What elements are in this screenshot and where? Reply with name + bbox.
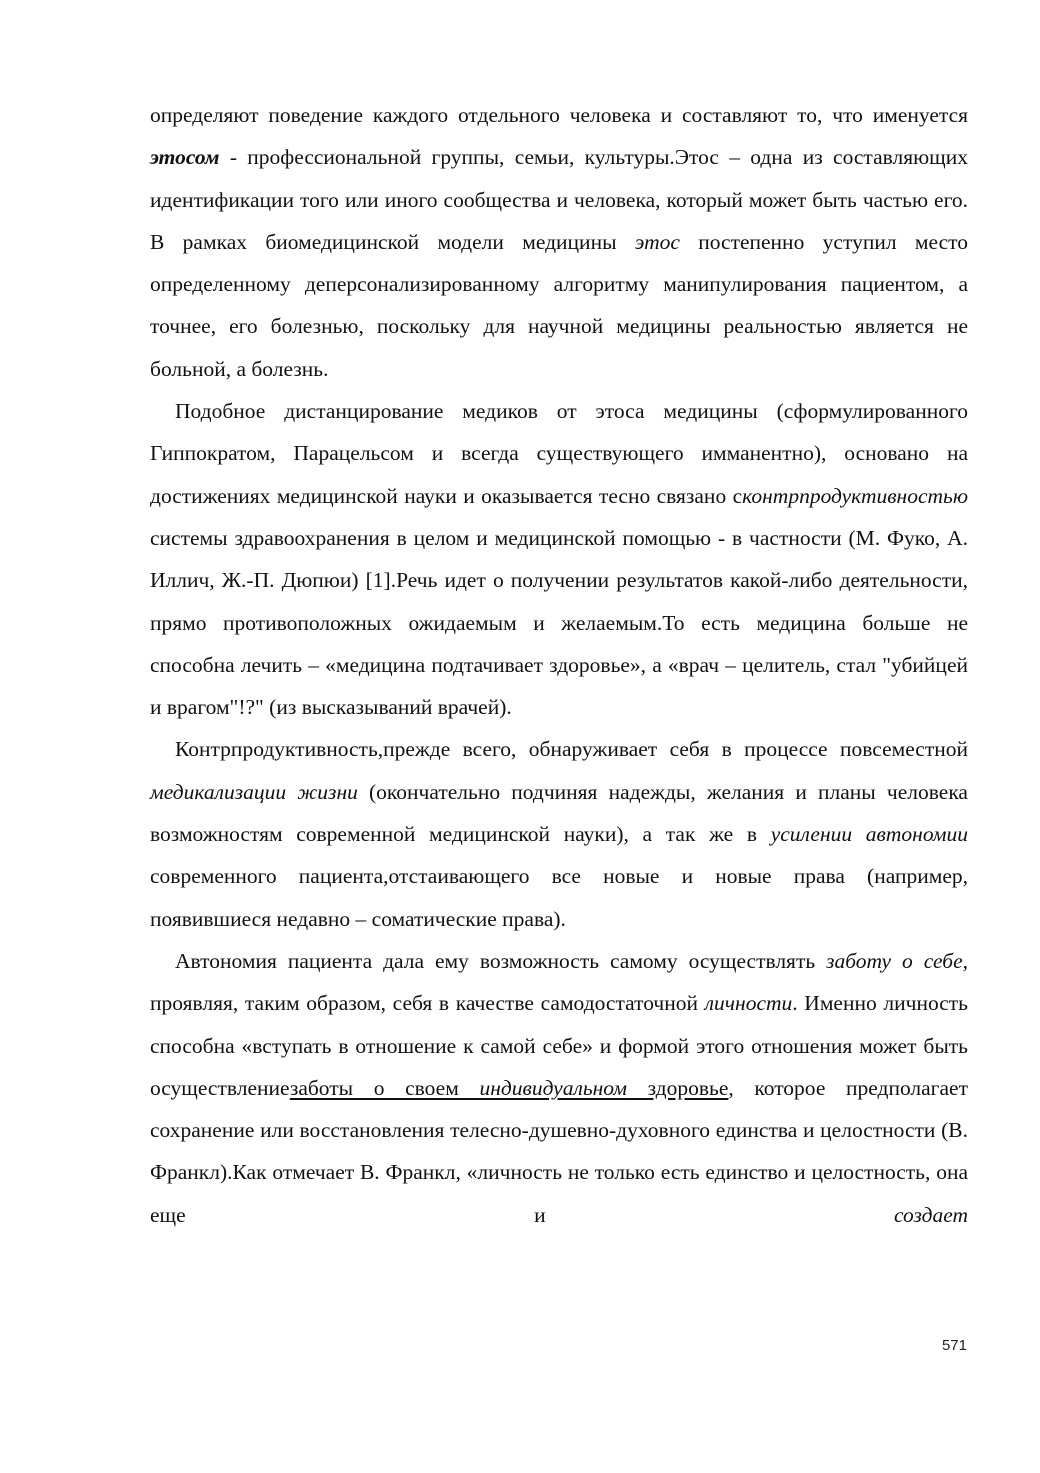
- emphasis-italic: заботу о себе: [826, 948, 963, 973]
- emphasis-italic: этос: [634, 229, 680, 254]
- text-run: Контрпродуктивность,прежде всего, обнаруживает себя в процессе повсеместной: [175, 737, 968, 762]
- text-run: Подобное дистанцирование медиков от этоса медицины (сформулированного Гиппократом, Парацельсом и всегда существующего имманентно), основано на достижениях медицинской науки и оказывается тесно связано с: [150, 399, 968, 508]
- text-run: , проявляя, таким образом, себя в качестве самодостаточной: [150, 948, 969, 1016]
- emphasis-italic: личности: [704, 991, 793, 1016]
- text-run: (окончательно подчиняя надежды, желания и планы человека возможностям современной медицинской науки), а так же в: [150, 779, 968, 847]
- page-number: 571: [941, 1337, 967, 1354]
- text-run: постепенно уступил место определенному деперсонализированному алгоритму манипулирования пациентом, а точнее, его болезнью, поскольку для научной медицины реальностью является не больной, а болезнь.: [150, 229, 968, 381]
- paragraph-3: [150, 728, 968, 939]
- text-run: . Именно личность способна «вступать в отношение к самой себе» и формой этого отношения может быть осуществление: [150, 991, 968, 1100]
- emphasis-italic: создает: [894, 1202, 968, 1227]
- paragraph-2: [150, 390, 968, 728]
- text-run: , которое предполагает сохранение или восстановления телесно-душевно-духовного единства и целостности (В. Франкл).Как отмечает В. Франкл, «личность не только есть единство и целостность, она еще и: [150, 1075, 968, 1227]
- text-run: Автономия пациента дала ему возможность самому осуществлять: [175, 948, 827, 973]
- emphasis-italic: медикализации жизни: [150, 779, 358, 804]
- paragraph-1: [150, 94, 968, 390]
- text-run: современного пациента,отстаивающего все новые и новые права (например, появившиеся недавно – соматические права).: [150, 864, 968, 931]
- emphasis-bold-italic: этосом: [150, 145, 220, 170]
- text-run: определяют поведение каждого отдельного человека и составляют то, что именуется: [150, 103, 968, 127]
- text-run: - профессиональной группы, семьи, культуры.Этос – одна из составляющих идентификации того или иного сообщества и человека, который может быть частью его. В рамках биомедицинской модели медицины: [150, 145, 968, 254]
- emphasis-italic: контрпродуктивностью: [742, 483, 968, 508]
- text-run: системы здравоохранения в целом и медицинской помощью - в частности (М. Фуко, А. Иллич, Ж.-П. Дюпюи) [1].Речь идет о получении результатов какой-либо деятельности, прямо противоположных ожидаемым и желаемым.То есть медицина больше не способна лечить – «медицина подтачивает здоровье», а «врач – целитель, стал "убийцей и врагом"!?" (из высказываний врачей).: [150, 525, 968, 720]
- paragraph-4: [150, 940, 968, 1236]
- underlined-text: здоровье: [626, 1075, 729, 1100]
- underlined-text: заботы о своем: [289, 1075, 480, 1100]
- emphasis-italic: усилении автономии: [770, 822, 968, 847]
- underlined-emphasis-italic: индивидуальном: [479, 1075, 627, 1100]
- document-page: [150, 94, 968, 1236]
